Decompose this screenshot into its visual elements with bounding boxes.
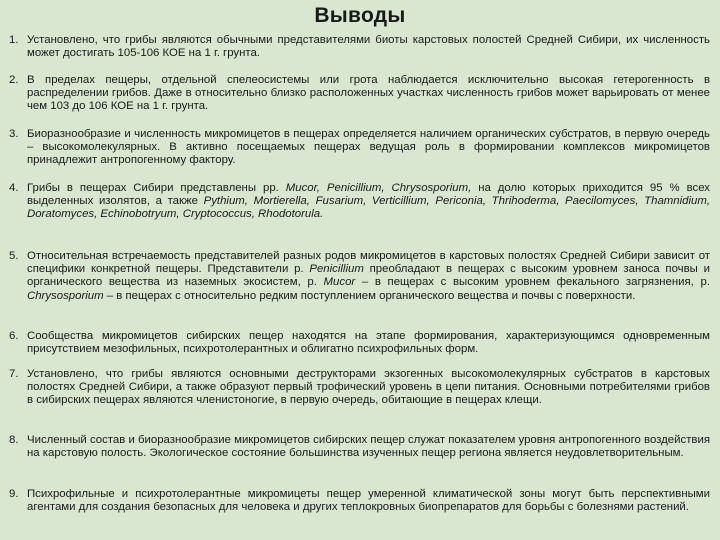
- item-number: 2.: [9, 74, 19, 86]
- item-text: Установлено, что грибы являются обычными представителями биоты карстовых полостей Средней Сибири, их численность может достигать 105-106 КОЕ на 1 г. грунта.: [27, 34, 710, 60]
- genus-names: Pythium, Mortierella, Fusarium, Verticillium, Periconia, Thrihoderma, Paecilomyces, Thamnidium, Doratomyces, Echinobotryum, Cryptococcus, Rhodotorula.: [27, 195, 710, 221]
- item-text: Биоразнообразие и численность микромицетов в пещерах определяется наличием органических субстратов, в первую очередь – высокомолекулярных. В активно посещаемых пещерах ведущая роль в формировании комплексов микромицетов принадлежит антропогенному фактору.: [27, 128, 710, 167]
- item-text-part: – в пещерах с высоким уровнем фекального загрязнения, р.: [355, 276, 710, 289]
- item-number: 5.: [9, 250, 19, 262]
- genus-names: Mucor, Penicillium, Chrysosporium,: [285, 182, 472, 194]
- item-number: 9.: [9, 488, 19, 500]
- item-text-part: Грибы в пещерах Сибири представлены pp.: [27, 182, 286, 194]
- item-text: Установлено, что грибы являются основными деструкторами экзогенных высокомолекулярных субстратов в карстовых полостях Средней Сибири, а также образуют первый трофический уровень в цепи питания. Основными потребителями грибов в сибирских пещерах являются членистоногие, в первую очередь, обитающие в пещерах клещи.: [27, 368, 710, 407]
- item-number: 1.: [9, 34, 19, 46]
- page-title: Выводы: [314, 4, 406, 27]
- item-text: [27, 250, 710, 303]
- item-text-part: на долю которых приходится 95 % всех выделенных изолятов, а также: [27, 182, 710, 208]
- genus-name: Mucor: [323, 276, 356, 289]
- item-number: 4.: [9, 182, 19, 194]
- item-text: [27, 182, 710, 222]
- item-text: В пределах пещеры, отдельной спелеосистемы или грота наблюдается исключительно высокая гетерогенность в распределении грибов. Даже в относительно близко расположенных участках численность грибов может варьировать от менее чем 103 до 106 КОЕ на 1 г. грунта.: [27, 74, 710, 113]
- item-text: Психрофильные и психротолерантные микромицеты пещер умеренной климатической зоны могут быть перспективными агентами для создания безопасных для человека и других теплокровных биопрепаратов для борьбы с болезнями растений.: [27, 488, 710, 514]
- item-text-part: преобладают в пещерах с высоким уровнем заноса почвы и органического вещества из наземных экосистем, р.: [27, 263, 710, 289]
- item-text: Сообщества микромицетов сибирских пещер находятся на этапе формирования, характеризующимся одновременным присутствием мезофильных, психротолерантных и облигатно психрофильных форм.: [27, 330, 710, 356]
- item-number: 7.: [9, 368, 19, 380]
- item-number: 3.: [9, 128, 19, 140]
- item-number: 6.: [9, 330, 19, 342]
- item-number: 8.: [9, 434, 19, 446]
- item-text-part: Относительная встречаемость представителей разных родов микромицетов в карстовых полостях Средней Сибири зависит от специфики конкретной пещеры. Представители р.: [27, 250, 710, 276]
- genus-name: Penicillium: [309, 263, 364, 276]
- item-text-part: – в пещерах с относительно редким поступлением органического вещества и почвы с поверхности.: [103, 289, 636, 302]
- genus-name: Chrysosporium: [27, 289, 104, 302]
- item-text: Численный состав и биоразнообразие микромицетов сибирских пещер служат показателем уровня антропогенного воздействия на карстовую полость. Экологическое состояние большинства изученных пещер региона является неудовлетворительным.: [27, 434, 710, 460]
